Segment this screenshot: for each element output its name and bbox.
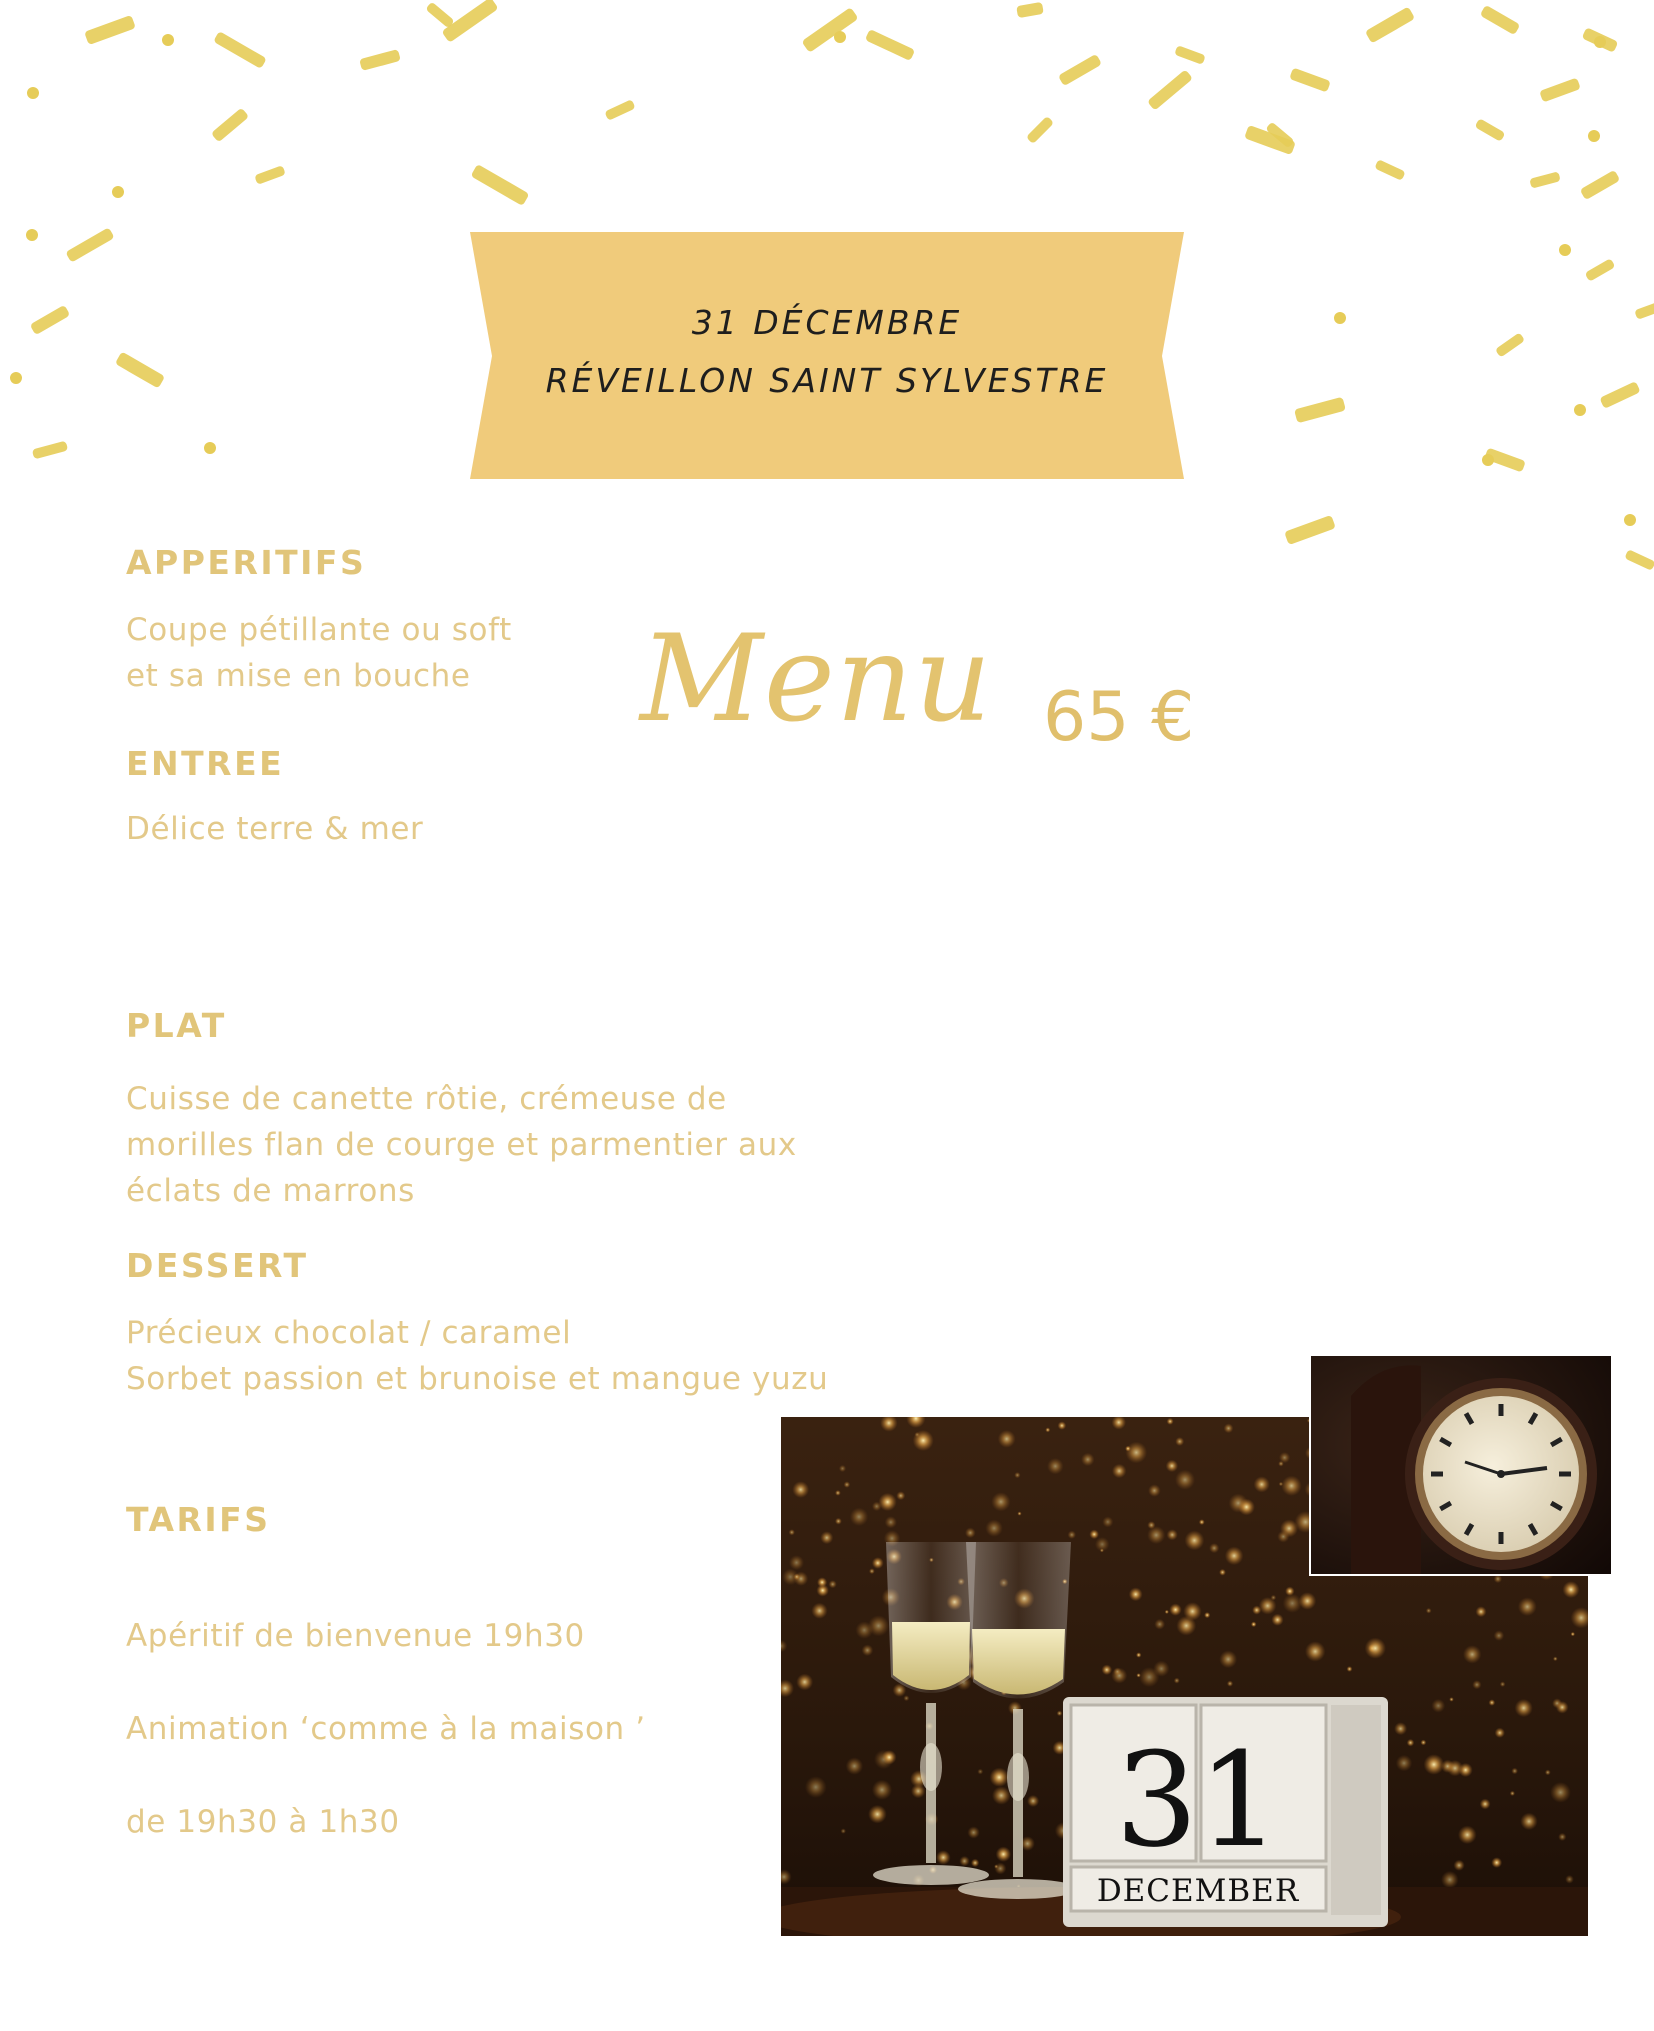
confetti-dot xyxy=(1594,36,1606,48)
confetti-piece xyxy=(30,305,71,335)
confetti-piece xyxy=(1147,69,1193,110)
confetti-dot xyxy=(1624,514,1636,526)
aperitifs-line: Coupe pétillante ou soft xyxy=(126,612,512,648)
dessert-description xyxy=(126,1310,828,1402)
confetti-piece xyxy=(359,49,401,71)
confetti-dot xyxy=(27,87,39,99)
confetti-dot xyxy=(1574,404,1586,416)
confetti-dot xyxy=(1559,244,1571,256)
confetti-piece xyxy=(211,108,249,143)
calendar-month: DECEMBER xyxy=(1096,1873,1300,1909)
calendar-block-icon xyxy=(1063,1697,1388,1927)
confetti-dot xyxy=(1588,130,1600,142)
confetti-piece xyxy=(1026,116,1054,144)
confetti-dot xyxy=(834,31,846,43)
heading-aperitifs: APPERITIFS xyxy=(126,543,367,582)
confetti-dot xyxy=(162,34,174,46)
confetti-dot xyxy=(1334,312,1346,324)
confetti-piece xyxy=(65,227,114,262)
plat-line: morilles flan de courge et parmentier aux xyxy=(126,1127,797,1163)
confetti-piece xyxy=(604,99,635,121)
confetti-piece xyxy=(1480,5,1521,35)
calendar-day: 31 xyxy=(1115,1724,1281,1876)
confetti-piece xyxy=(1585,258,1616,282)
confetti-piece xyxy=(1475,118,1506,142)
confetti-piece xyxy=(1174,45,1206,65)
confetti-dot xyxy=(204,442,216,454)
confetti-piece xyxy=(1529,171,1561,188)
heading-tarifs: TARIFS xyxy=(126,1500,271,1539)
confetti-piece xyxy=(1058,54,1102,86)
confetti-piece xyxy=(32,441,68,460)
tarifs-line: Animation ‘comme à la maison ’ xyxy=(126,1711,646,1747)
confetti-piece xyxy=(1294,397,1346,423)
plat-line: éclats de marrons xyxy=(126,1173,415,1209)
aperitifs-line: et sa mise en bouche xyxy=(126,658,471,694)
confetti-dot xyxy=(112,186,124,198)
clock-face-icon xyxy=(1423,1396,1579,1552)
confetti-piece xyxy=(1284,515,1336,545)
heading-plat: PLAT xyxy=(126,1006,227,1045)
confetti-piece xyxy=(865,29,915,61)
confetti-piece xyxy=(1599,381,1640,409)
confetti-piece xyxy=(115,351,165,388)
plat-line: Cuisse de canette rôtie, crémeuse de xyxy=(126,1081,727,1117)
confetti-piece xyxy=(471,164,530,206)
tarifs-description xyxy=(126,1590,646,1869)
confetti-piece xyxy=(1624,549,1654,571)
entree-description xyxy=(126,806,423,852)
entree-line: Délice terre & mer xyxy=(126,811,424,847)
confetti-piece xyxy=(1634,300,1654,320)
banner-event-name: RÉVEILLON SAINT SYLVESTRE xyxy=(545,361,1109,400)
confetti-piece xyxy=(1016,2,1044,18)
confetti-piece xyxy=(213,31,267,69)
clock-photo xyxy=(1309,1354,1613,1576)
confetti-piece xyxy=(254,165,286,185)
confetti-dot xyxy=(26,229,38,241)
plat-description xyxy=(126,1076,797,1214)
dessert-line: Précieux chocolat / caramel xyxy=(126,1315,572,1351)
confetti-dot xyxy=(10,372,22,384)
confetti-piece xyxy=(1539,78,1581,103)
heading-dessert: DESSERT xyxy=(126,1246,309,1285)
menu-price: 65 € xyxy=(1043,678,1195,757)
tarifs-line: de 19h30 à 1h30 xyxy=(126,1804,400,1840)
banner-date: 31 DÉCEMBRE xyxy=(691,303,963,342)
heading-entree: ENTREE xyxy=(126,744,285,783)
dessert-line: Sorbet passion et brunoise et mangue yuzu xyxy=(126,1361,829,1397)
confetti-piece xyxy=(84,15,136,45)
aperitifs-description xyxy=(126,607,512,699)
menu-title: Menu xyxy=(640,610,993,749)
confetti-piece xyxy=(1374,159,1405,181)
confetti-dot xyxy=(1482,454,1494,466)
confetti-piece xyxy=(425,2,454,29)
confetti-piece xyxy=(1289,68,1331,93)
tarifs-line: Apéritif de bienvenue 19h30 xyxy=(126,1618,585,1654)
confetti-piece xyxy=(1495,332,1525,357)
confetti-piece xyxy=(1365,6,1415,43)
confetti-piece xyxy=(1580,170,1621,200)
title-banner xyxy=(470,232,1184,479)
confetti-piece xyxy=(801,7,858,53)
